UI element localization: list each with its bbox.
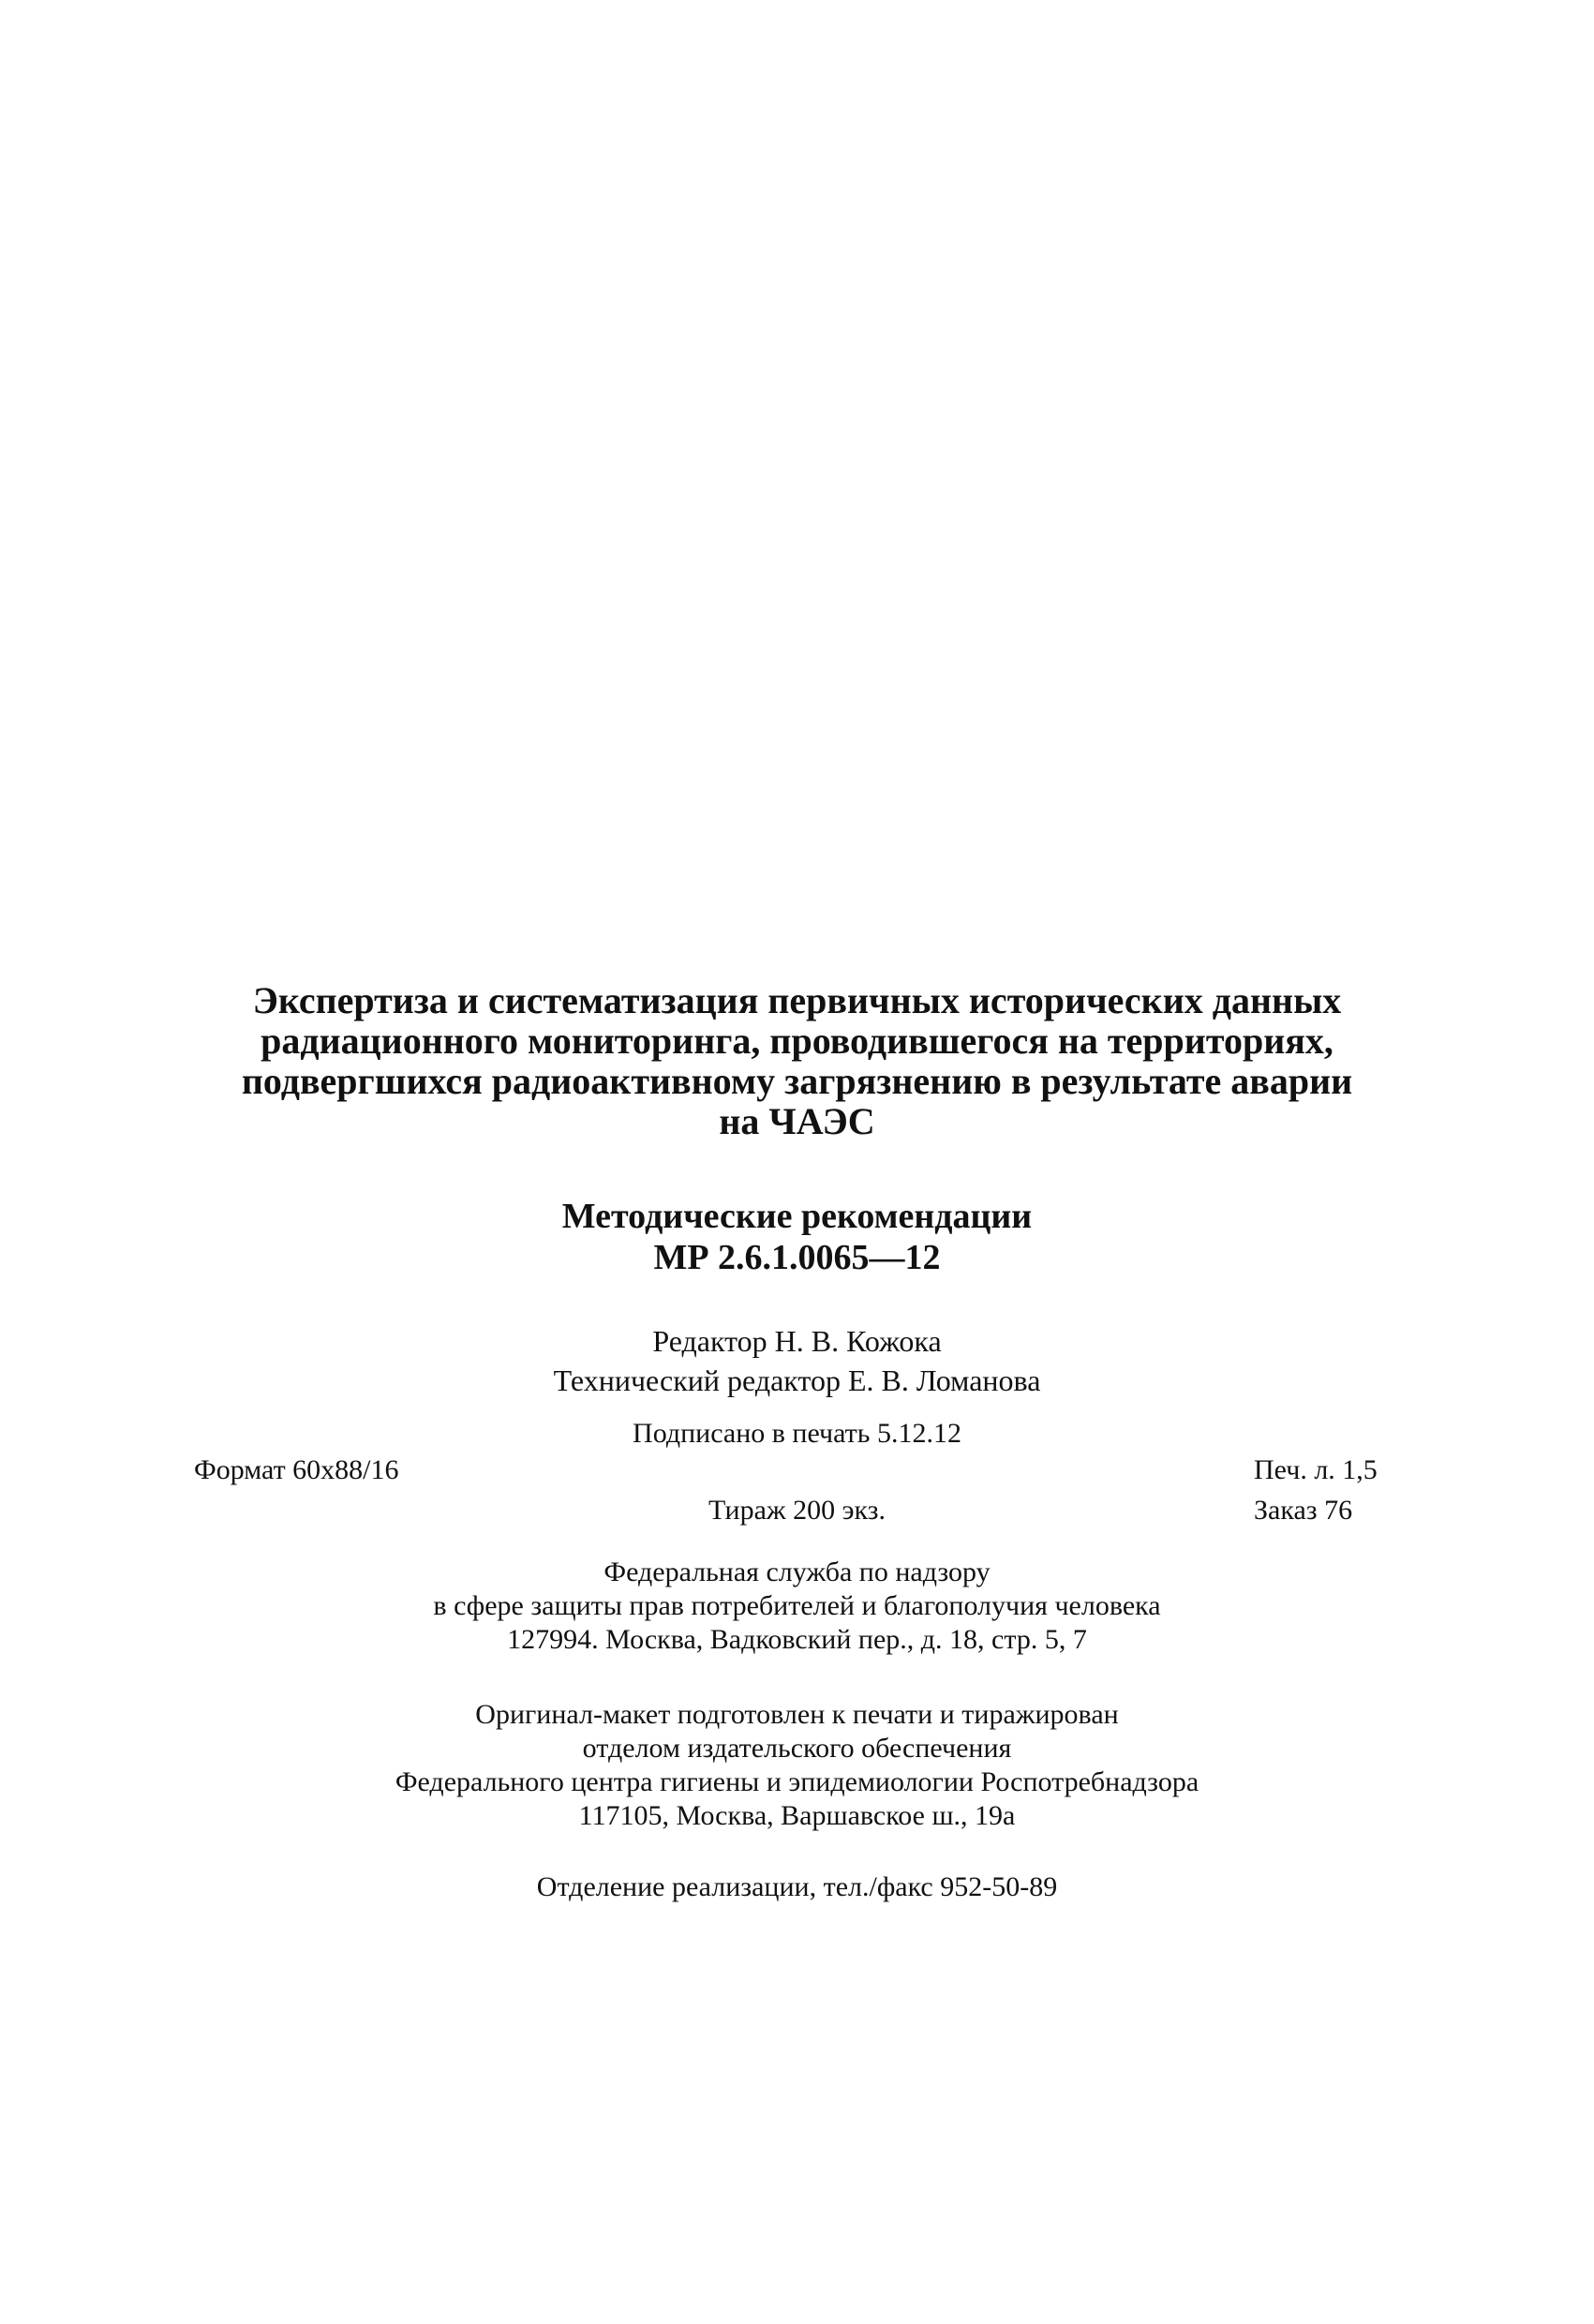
title-line-2: радиационного мониторинга, проводившегося на территориях, [261, 1020, 1333, 1062]
title-line-4: на ЧАЭС [719, 1100, 875, 1142]
publisher-info [0, 1556, 1594, 1657]
subtitle-code: МР 2.6.1.0065—12 [653, 1238, 941, 1277]
signed-to-print: Подписано в печать 5.12.12 [633, 1418, 961, 1449]
editors [0, 1321, 1594, 1400]
printer-line-2: отделом издательского обеспечения [582, 1733, 1012, 1764]
printer-line-3: Федерального центра гигиены и эпидемиологии Роспотребнадзора [395, 1766, 1199, 1797]
editor-name: Редактор Н. В. Кожока [652, 1324, 942, 1358]
title-line-3: подвергшихся радиоактивному загрязнению в результате аварии [241, 1060, 1353, 1102]
printer-address: 117105, Москва, Варшавское ш., 19а [578, 1800, 1016, 1831]
publisher-address: 127994. Москва, Вадковский пер., д. 18, стр. 5, 7 [507, 1624, 1087, 1655]
title-line-1: Экспертиза и систематизация первичных исторических данных [252, 979, 1342, 1021]
document-subtitle [0, 1196, 1594, 1278]
subtitle-type: Методические рекомендации [561, 1197, 1033, 1236]
sales-contact: Отделение реализации, тел./факс 952-50-89 [536, 1871, 1058, 1902]
printer-info [0, 1698, 1594, 1833]
publisher-line-2: в сфере защиты прав потребителей и благополучия человека [433, 1590, 1161, 1621]
printer-line-1: Оригинал-макет подготовлен к печати и тиражирован [475, 1699, 1119, 1730]
circulation: Тираж 200 экз. [708, 1495, 886, 1526]
document-title [0, 980, 1594, 1141]
printed-sheets: Печ. л. 1,5 [1254, 1454, 1378, 1485]
order-number: Заказ 76 [1254, 1495, 1353, 1526]
paper-format: Формат 60x88/16 [194, 1454, 399, 1485]
publisher-line-1: Федеральная служба по надзору [603, 1557, 991, 1587]
tech-editor-name: Технический редактор Е. В. Ломанова [553, 1363, 1041, 1397]
